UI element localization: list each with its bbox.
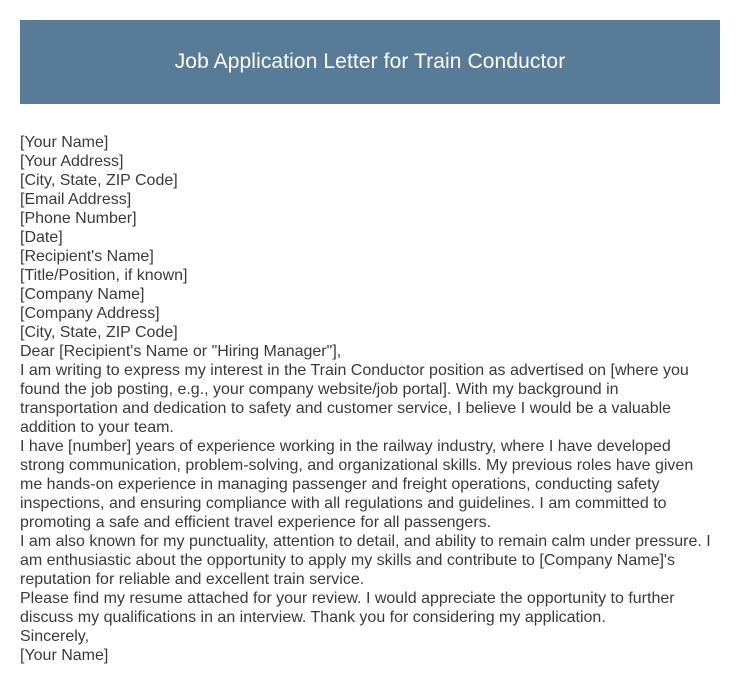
signature: [Your Name] xyxy=(20,647,109,664)
paragraph-qualities: I am also known for my punctuality, attention to detail, and ability to remain calm under pressure. I am enthusiastic about the opportunity to apply my skills and contribute to [Company Name]'s reputation for reliable and excellent train service. xyxy=(20,533,711,588)
letter-date: [Date] xyxy=(20,229,63,246)
recipient-title: [Title/Position, if known] xyxy=(20,267,188,284)
recipient-city-state-zip: [City, State, ZIP Code] xyxy=(20,324,178,341)
paragraph-experience: I have [number] years of experience working in the railway industry, where I have developed strong communication, problem-solving, and organizational skills. My previous roles have given me hands-on experience in managing passenger and freight operations, conducting safety inspections, and ensuring compliance with all regulations and guidelines. I am committed to promoting a safe and efficient travel experience for all passengers. xyxy=(20,438,694,531)
paragraph-intro: I am writing to express my interest in the Train Conductor position as advertised on [where you found the job posting, e.g., your company website/job portal]. With my background in transportation and dedication to safety and customer service, I believe I would be a valuable addition to your team. xyxy=(20,362,689,436)
recipient-company: [Company Name] xyxy=(20,286,145,303)
page-title: Job Application Letter for Train Conductor xyxy=(174,50,566,73)
recipient-name: [Recipient's Name] xyxy=(20,248,154,265)
recipient-address: [Company Address] xyxy=(20,305,160,322)
salutation: Dear [Recipient's Name or "Hiring Manager"], xyxy=(20,343,342,360)
title-banner xyxy=(20,20,720,104)
sender-address: [Your Address] xyxy=(20,153,124,170)
sender-city-state-zip: [City, State, ZIP Code] xyxy=(20,172,178,189)
closing: Sincerely, xyxy=(20,628,90,645)
sender-email: [Email Address] xyxy=(20,191,132,208)
sender-phone: [Phone Number] xyxy=(20,210,137,227)
sender-name: [Your Name] xyxy=(20,134,109,151)
letter-body xyxy=(20,133,720,665)
paragraph-closing: Please find my resume attached for your review. I would appreciate the opportunity to further discuss my qualifications in an interview. Thank you for considering my application. xyxy=(20,590,675,626)
